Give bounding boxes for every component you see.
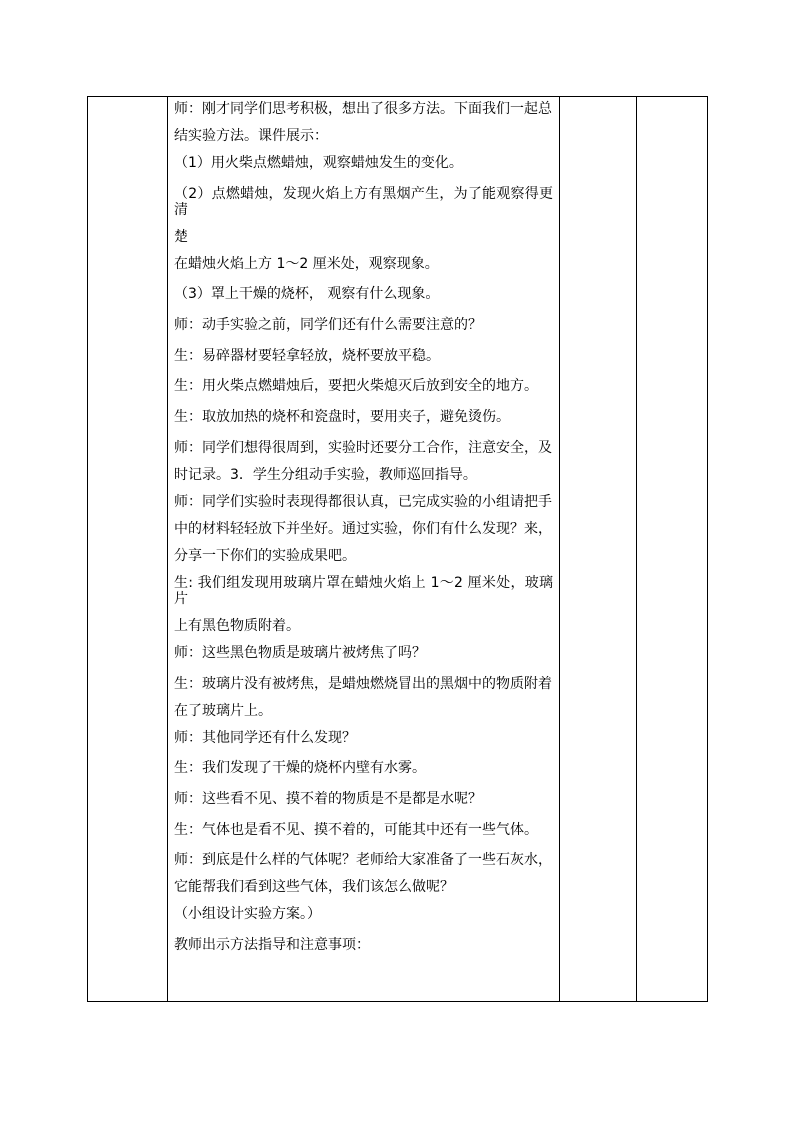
text-line: 时记录。3．学生分组动手实验，教师巡回指导。 — [174, 466, 477, 483]
paragraph — [174, 378, 553, 394]
right-cell — [637, 97, 708, 1002]
text-line: 生：取放加热的烧杯和瓷盘时，要用夹子，避免烫伤。 — [174, 409, 510, 426]
paragraph — [174, 791, 553, 807]
text-line: （小组设计实验方案。） — [174, 906, 321, 923]
text-line: 结实验方法。课件展示： — [174, 128, 328, 144]
text-line: 生：气体也是看不见、摸不着的，可能其中还有一些气体。 — [174, 821, 538, 838]
paragraph — [174, 101, 553, 144]
paragraph — [174, 676, 553, 719]
text-line: 师：这些黑色物质是玻璃片被烤焦了吗？ — [174, 644, 426, 661]
text-line: （3）罩上干燥的烧杯， 观察有什么现象。 — [174, 286, 440, 303]
text-line: （2）点燃蜡烛，发现火焰上方有黑烟产生，为了能观察得更清 — [174, 185, 553, 218]
text-line: 师：动手实验之前，同学们还有什么需要注意的？ — [174, 317, 482, 334]
text-line: 在蜡烛火焰上方 1～2 厘米处，观察现象。 — [174, 255, 439, 272]
text-line: 教师出示方法指导和注意事项： — [174, 936, 370, 953]
third-cell — [560, 97, 637, 1002]
text-line: 师：到底是什么样的气体呢？老师给大家准备了一些石灰水， — [174, 852, 552, 869]
text-line: 生：用火柴点燃蜡烛后，要把火柴熄灭后放到安全的地方。 — [174, 378, 538, 395]
text-line: 中的材料轻轻放下并坐好。通过实验，你们有什么发现？来， — [174, 520, 552, 537]
text-line: 师：其他同学还有什么发现？ — [174, 729, 356, 746]
paragraph — [174, 348, 553, 364]
text-line: 生：易碎器材要轻拿轻放，烧杯要放平稳。 — [174, 347, 440, 364]
text-line: 在了玻璃片上。 — [174, 702, 272, 719]
paragraph — [174, 645, 553, 661]
paragraph — [174, 852, 553, 895]
text-line: 师：这些看不见、摸不着的物质是不是都是水呢？ — [174, 790, 482, 807]
table-row — [88, 97, 708, 1002]
paragraph — [174, 730, 553, 746]
paragraph — [174, 937, 553, 953]
paragraph — [174, 440, 553, 483]
text-line: 上有黑色物质附着。 — [174, 617, 300, 634]
left-cell — [88, 97, 168, 1002]
text-line: 师：同学们实验时表现得都很认真，已完成实验的小组请把手 — [174, 493, 552, 510]
text-line: 楚 — [174, 228, 188, 245]
paragraph — [174, 822, 553, 838]
paragraph — [174, 256, 553, 272]
paragraph — [174, 575, 553, 634]
text-line: 生：我们发现了干燥的烧杯内壁有水雾。 — [174, 760, 426, 777]
text-line: 师：刚才同学们思考积极，想出了很多方法。下面我们一起总 — [174, 101, 552, 117]
text-line: 生: 我们组发现用玻璃片罩在蜡烛火焰上 1～2 厘米处，玻璃片 — [174, 574, 553, 607]
paragraph — [174, 906, 553, 922]
paragraph — [174, 760, 553, 776]
paragraph — [174, 317, 553, 333]
teaching-process-cell — [168, 97, 560, 1002]
teaching-process-text — [168, 97, 559, 953]
paragraph — [174, 494, 553, 564]
paragraph — [174, 186, 553, 245]
text-line: 分享一下你们的实验成果吧。 — [174, 547, 356, 564]
text-line: （1）用火柴点燃蜡烛，观察蜡烛发生的变化。 — [174, 155, 463, 171]
paragraph — [174, 286, 553, 302]
text-line: 生：玻璃片没有被烤焦，是蜡烛燃烧冒出的黑烟中的物质附着 — [174, 675, 552, 692]
text-line: 它能帮我们看到这些气体，我们该怎么做呢？ — [174, 879, 454, 896]
lesson-table — [87, 96, 708, 1002]
paragraph — [174, 409, 553, 425]
text-line: 师：同学们想得很周到，实验时还要分工合作，注意安全，及 — [174, 439, 552, 456]
paragraph — [174, 155, 553, 171]
